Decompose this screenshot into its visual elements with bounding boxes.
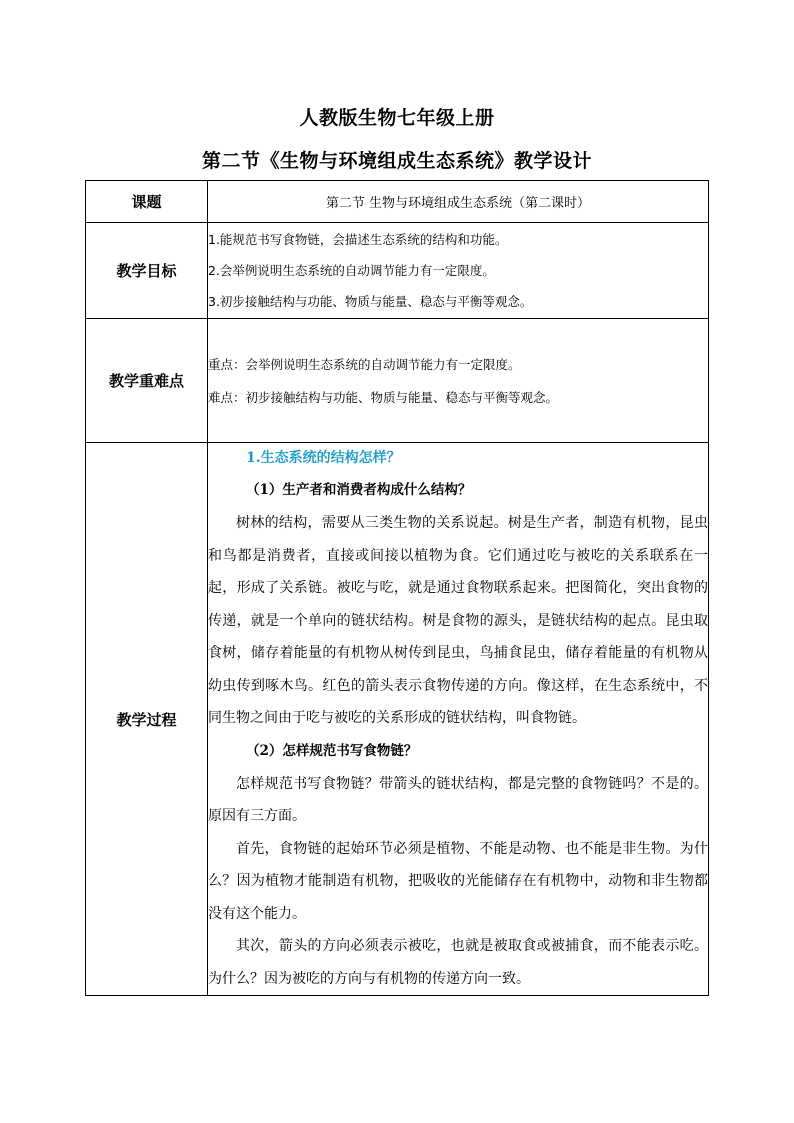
goal-item: 3.初步接触结构与功能、物质与能量、稳态与平衡等观念。 bbox=[208, 294, 533, 309]
process-row bbox=[86, 443, 709, 996]
key-points-content bbox=[208, 319, 709, 443]
key-points-label: 教学重难点 bbox=[86, 319, 208, 443]
goals-row bbox=[86, 223, 709, 319]
lesson-plan-table bbox=[85, 180, 709, 996]
subsection-heading: （2）怎样规范书写食物链？ bbox=[246, 742, 418, 759]
paragraph: 树林的结构，需要从三类生物的关系说起。树是生产者，制造有机物，昆虫和鸟都是消费者，直接或间接以植物为食。它们通过吃与被吃的关系联系在一起，形成了关系链。被吃与吃，就是通过食物联系起来。把图简化，突出食物的传递，就是一个单向的链状结构。树是食物的源头，是链状结构的起点。昆虫取食树，储存着能量的有机物从树传到昆虫，鸟捕食昆虫，储存着能量的有机物从幼虫传到啄木鸟。红色的箭头表示食物传递的方向。像这样，在生态系统中，不同生物之间由于吃与被吃的关系形成的链状结构，叫食物链。 bbox=[208, 515, 708, 726]
topic-label: 课题 bbox=[86, 181, 208, 223]
key-points-row bbox=[86, 319, 709, 443]
topic-value: 第二节 生物与环境组成生态系统（第二课时） bbox=[208, 181, 709, 223]
difficulty-point: 难点：初步接触结构与功能、物质与能量、稳态与平衡等观念。 bbox=[208, 389, 559, 405]
goal-item: 2.会举例说明生态系统的自动调节能力有一定限度。 bbox=[208, 263, 495, 278]
section-heading: 1.生态系统的结构怎样？ bbox=[246, 450, 401, 466]
paragraph: 怎样规范书写食物链？带箭头的链状结构，都是完整的食物链吗？不是的。原因有三方面。 bbox=[208, 775, 708, 824]
focus-point: 重点：会举例说明生态系统的自动调节能力有一定限度。 bbox=[208, 356, 521, 372]
paragraph: 首先，食物链的起始环节必须是植物、不能是动物、也不能是非生物。为什么？因为植物才能制造有机物，把吸收的光能储存在有机物中，动物和非生物都没有这个能力。 bbox=[208, 840, 708, 922]
goals-content bbox=[208, 223, 709, 319]
document-subtitle: 第二节《生物与环境组成生态系统》教学设计 bbox=[201, 150, 592, 172]
goal-item: 1.能规范书写食物链，会描述生态系统的结构和功能。 bbox=[208, 232, 508, 247]
process-label: 教学过程 bbox=[86, 443, 208, 996]
subsection-heading: （1）生产者和消费者构成什么结构？ bbox=[246, 482, 472, 498]
process-content bbox=[208, 443, 709, 996]
document-title: 人教版生物七年级上册 bbox=[299, 107, 495, 129]
paragraph: 其次，箭头的方向必须表示被吃，也就是被取食或被捕食，而不能表示吃。为什么？因为被吃的方向与有机物的传递方向一致。 bbox=[208, 938, 708, 987]
goals-label: 教学目标 bbox=[86, 223, 208, 319]
topic-row bbox=[86, 181, 709, 223]
